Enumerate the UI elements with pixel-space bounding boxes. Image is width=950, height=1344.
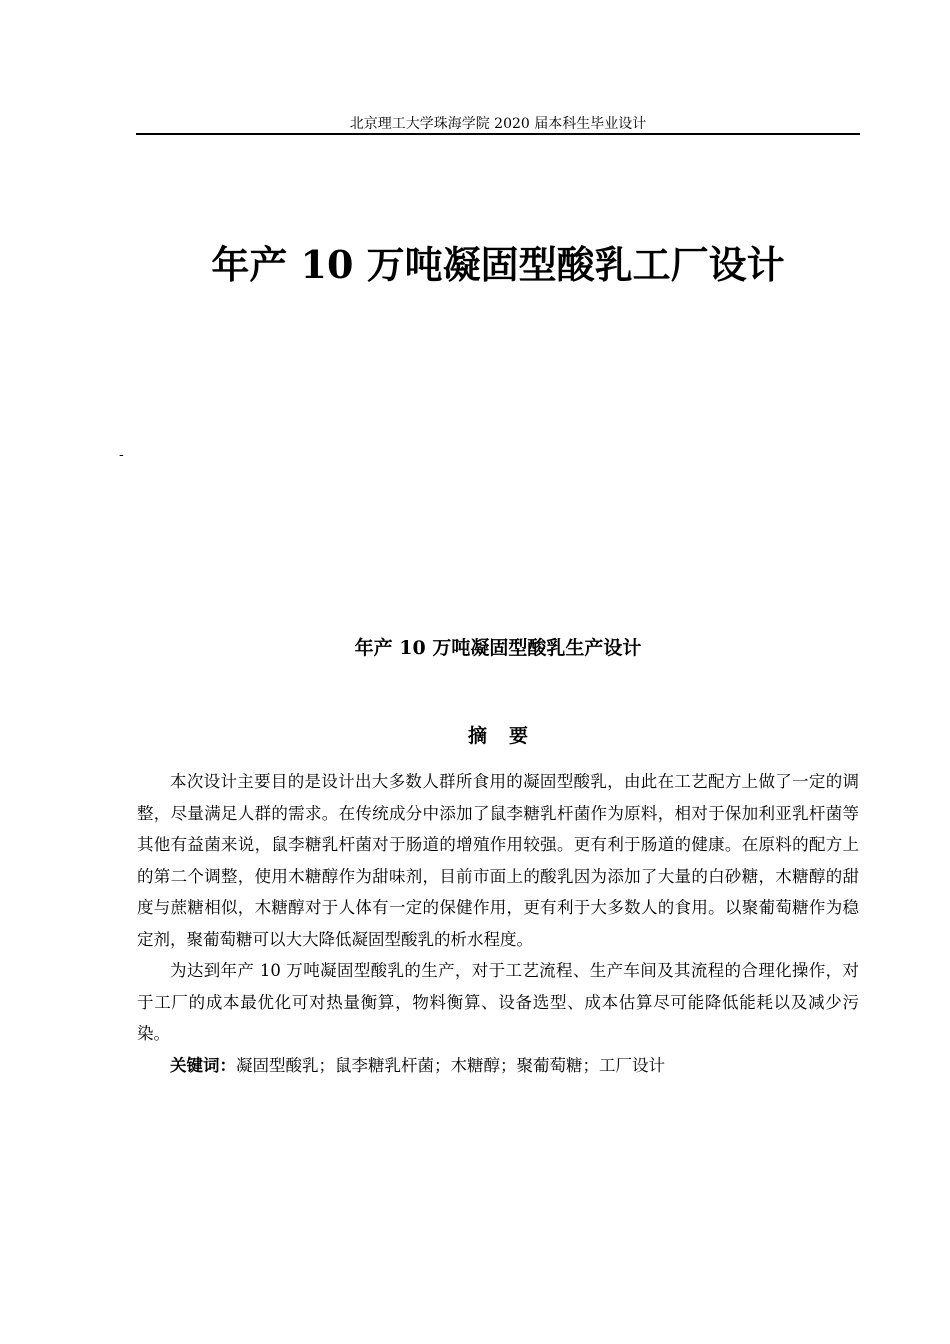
abstract-subtitle: 年产 10 万吨凝固型酸乳生产设计: [354, 637, 642, 659]
keywords-line: [137, 1050, 859, 1082]
abstract-paragraph: 为达到年产 10 万吨凝固型酸乳的生产，对于工艺流程、生产车间及其流程的合理化操作，对于工厂的成本最优化可对热量衡算，物料衡算、设备选型、成本估算尽可能降低能耗以及减少污染。: [137, 961, 859, 1043]
abstract-paragraph: 本次设计主要目的是设计出大多数人群所食用的凝固型酸乳，由此在工艺配方上做了一定的调整，尽量满足人群的需求。在传统成分中添加了鼠李糖乳杆菌作为原料，相对于保加利亚乳杆菌等其他有益菌来说，鼠李糖乳杆菌对于肠道的增殖作用较强。更有利于肠道的健康。在原料的配方上的第二个调整，使用木糖醇作为甜味剂，目前市面上的酸乳因为添加了大量的白砂糖，木糖醇的甜度与蔗糖相似，木糖醇对于人体有一定的保健作用，更有利于大多数人的食用。以聚葡萄糖作为稳定剂，聚葡萄糖可以大大降低凝固型酸乳的析水程度。: [137, 772, 859, 949]
header-rule: [136, 133, 860, 135]
abstract-heading: 摘要: [467, 725, 550, 747]
abstract-body: [137, 766, 859, 1081]
stray-mark: -: [119, 447, 124, 463]
keywords-label: 关键词：: [170, 1055, 236, 1075]
running-header: 北京理工大学珠海学院 2020 届本科生毕业设计: [349, 116, 647, 132]
document-title: 年产 10 万吨凝固型酸乳工厂设计: [211, 242, 785, 287]
keywords-text: 凝固型酸乳；鼠李糖乳杆菌；木糖醇；聚葡萄糖；工厂设计: [236, 1055, 665, 1075]
